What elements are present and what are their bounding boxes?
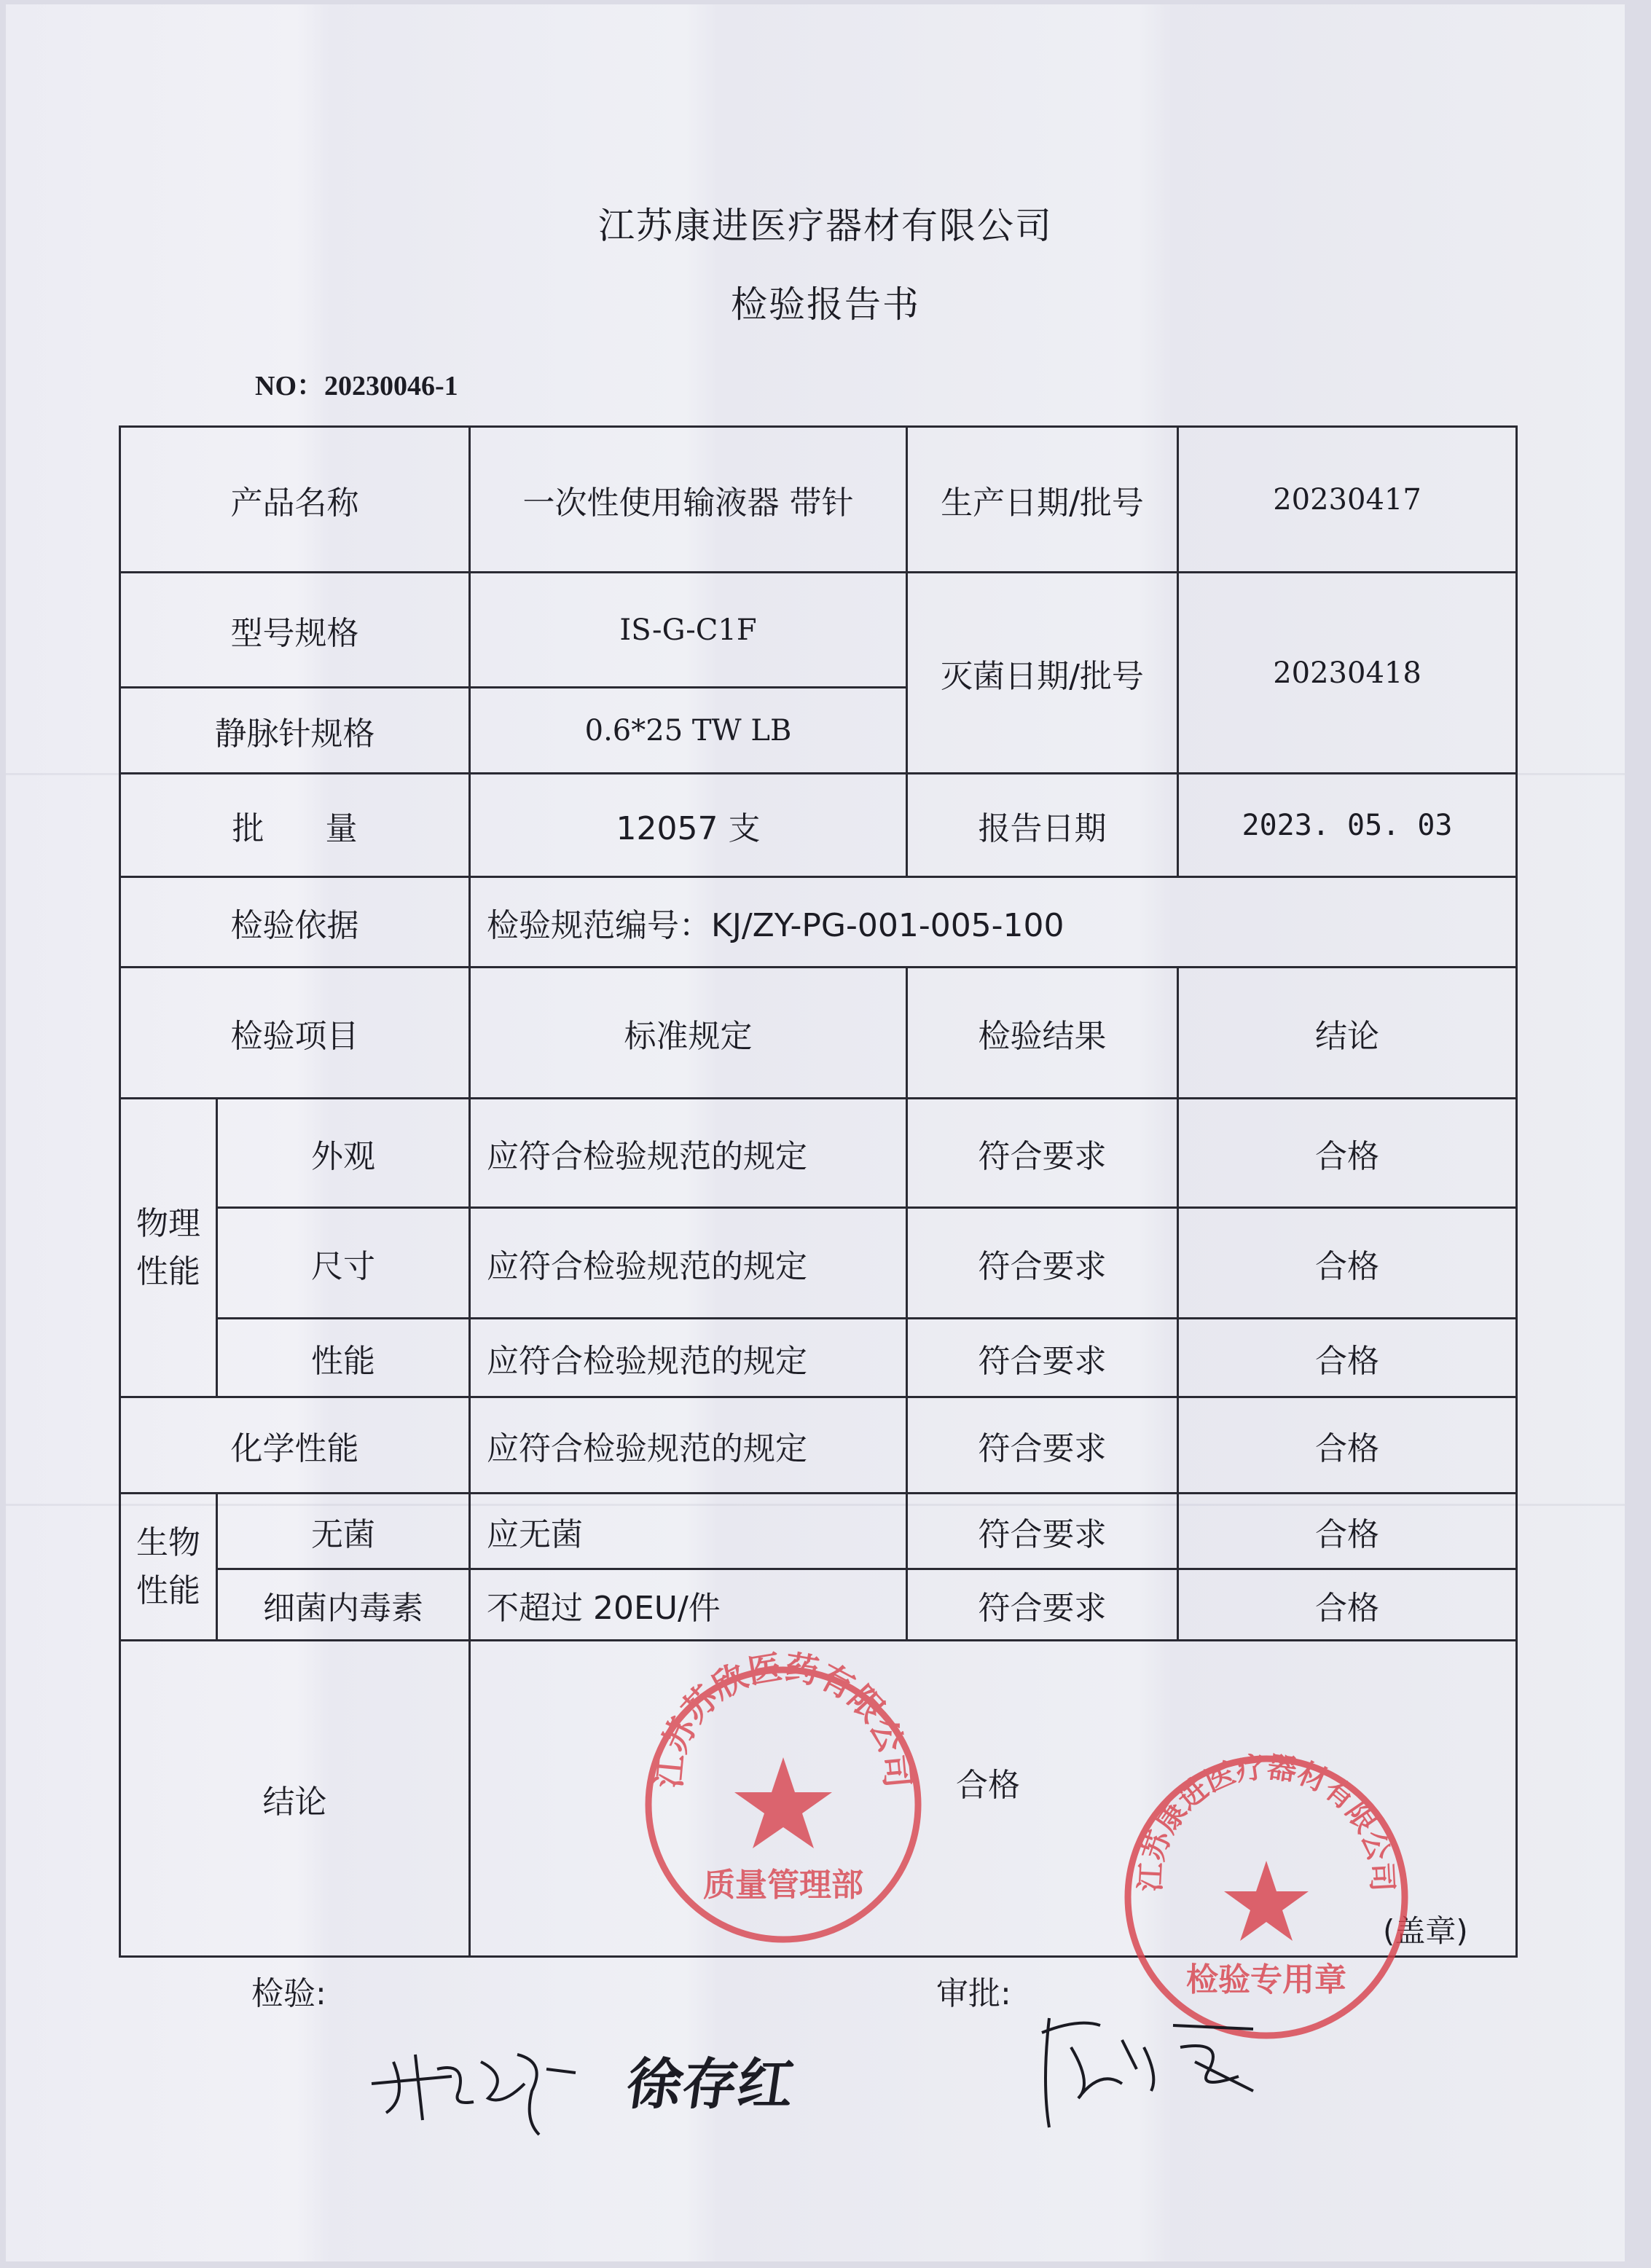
row-standard: 应无菌 [470, 1494, 907, 1569]
table-row [120, 427, 1517, 573]
row-result: 符合要求 [907, 1099, 1178, 1208]
row-result: 符合要求 [907, 1494, 1178, 1569]
row-conclusion: 合格 [1178, 1494, 1517, 1569]
final-label: 结论 [120, 1641, 470, 1957]
inspector-signature-2: 徐存红 [622, 2052, 799, 2116]
seal-note: (盖章) [1383, 1913, 1468, 1949]
report-date-label: 报告日期 [907, 774, 1178, 877]
row-conclusion: 合格 [1178, 1208, 1517, 1319]
table-row [120, 1319, 1517, 1397]
table-header-row [120, 968, 1517, 1099]
basis-value: 检验规范编号：KJ/ZY-PG-001-005-100 [470, 877, 1517, 968]
row-item: 细菌内毒素 [217, 1569, 470, 1641]
row-standard: 不超过 20EU/件 [470, 1569, 907, 1641]
row-standard: 应符合检验规范的规定 [470, 1099, 907, 1208]
model-label: 型号规格 [120, 573, 470, 688]
row-item: 无菌 [217, 1494, 470, 1569]
col-standard-header: 标准规定 [470, 968, 907, 1099]
table-row [120, 877, 1517, 968]
row-result: 符合要求 [907, 1397, 1178, 1494]
table-row [120, 1569, 1517, 1641]
group-bio: 生物性能 [120, 1494, 217, 1641]
report-number: NO：20230046-1 [255, 371, 458, 401]
row-standard: 应符合检验规范的规定 [470, 1319, 907, 1397]
needle-value: 0.6*25 TW LB [470, 688, 907, 774]
row-conclusion: 合格 [1178, 1569, 1517, 1641]
row-conclusion: 合格 [1178, 1397, 1517, 1494]
stamp-left-bottom: 质量管理部 [703, 1867, 863, 1904]
row-item: 尺寸 [217, 1208, 470, 1319]
document-title: 检验报告书 [731, 283, 920, 326]
table-row [120, 573, 1517, 688]
row-result: 符合要求 [907, 1569, 1178, 1641]
report-date-value: 2023. 05. 03 [1178, 774, 1517, 877]
row-item: 性能 [217, 1319, 470, 1397]
quality-dept-stamp [641, 1647, 925, 1947]
product-name-value: 一次性使用输液器 带针 [470, 427, 907, 573]
group-physical: 物理性能 [120, 1099, 217, 1397]
row-result: 符合要求 [907, 1208, 1178, 1319]
col-conclusion-header: 结论 [1178, 968, 1517, 1099]
star-icon [734, 1757, 832, 1848]
company-name: 江苏康进医疗器材有限公司 [598, 205, 1053, 247]
approver-label: 审批: [936, 1975, 1011, 2012]
row-conclusion: 合格 [1178, 1099, 1517, 1208]
row-standard: 应符合检验规范的规定 [470, 1397, 907, 1494]
batch-label: 批 量 [120, 774, 470, 877]
inspector-label: 检验: [251, 1975, 326, 2012]
prod-date-label: 生产日期/批号 [907, 427, 1178, 573]
row-item: 化学性能 [120, 1397, 470, 1494]
table-row [120, 1099, 1517, 1208]
row-result: 符合要求 [907, 1319, 1178, 1397]
table-row [120, 1208, 1517, 1319]
prod-date-value: 20230417 [1178, 427, 1517, 573]
table-row [120, 774, 1517, 877]
inspector-signature-1 [364, 2033, 583, 2142]
star-icon [1224, 1861, 1309, 1941]
stamp-left-arc-text: 江苏苏欣医药有限公司 [648, 1647, 918, 1790]
stamp-right-bottom: 检验专用章 [1186, 1961, 1346, 1998]
table-row [120, 1494, 1517, 1569]
steril-date-label: 灭菌日期/批号 [907, 573, 1178, 774]
col-item-header: 检验项目 [120, 968, 470, 1099]
table-row [120, 1397, 1517, 1494]
row-standard: 应符合检验规范的规定 [470, 1208, 907, 1319]
final-value: 合格 [956, 1767, 1020, 1804]
model-value: IS-G-C1F [470, 573, 907, 688]
product-name-label: 产品名称 [120, 427, 470, 573]
stamp-right-arc-text: 江苏康进医疗器材有限公司 [1134, 1750, 1399, 1893]
steril-date-value: 20230418 [1178, 573, 1517, 774]
row-item: 外观 [217, 1099, 470, 1208]
col-result-header: 检验结果 [907, 968, 1178, 1099]
needle-label: 静脉针规格 [120, 688, 470, 774]
row-conclusion: 合格 [1178, 1319, 1517, 1397]
basis-label: 检验依据 [120, 877, 470, 968]
batch-value: 12057 支 [470, 774, 907, 877]
approver-signature [1035, 1996, 1268, 2135]
